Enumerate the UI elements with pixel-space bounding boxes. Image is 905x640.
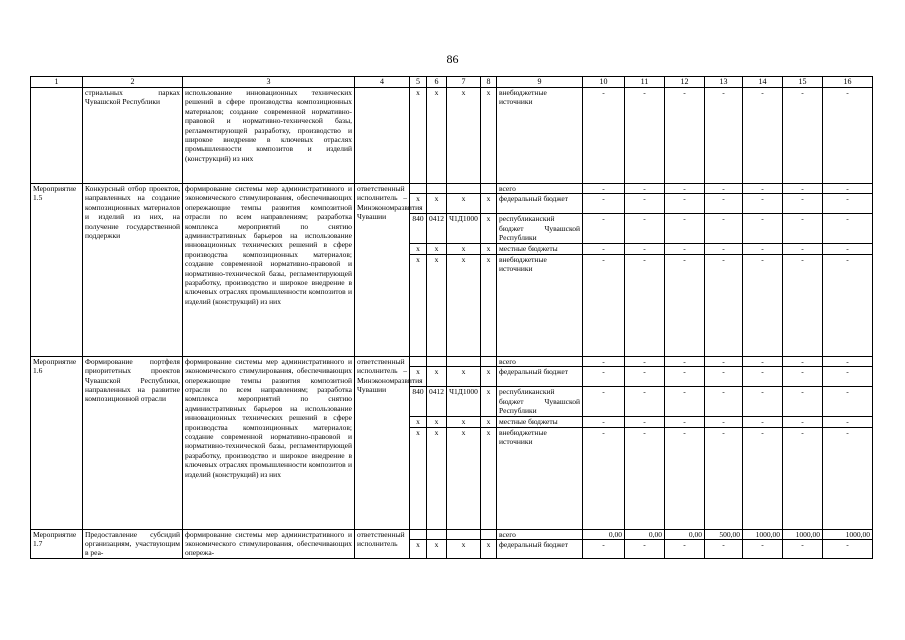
column-number: 14 — [743, 77, 783, 88]
amount-cell: - — [625, 88, 665, 184]
expense-code-cell: x — [481, 387, 497, 417]
funding-source-cell: местные бюджеты — [497, 244, 583, 254]
amount-cell: - — [783, 356, 823, 366]
amount-cell: - — [583, 184, 625, 194]
amount-cell: - — [823, 88, 873, 184]
amount-cell: - — [743, 184, 783, 194]
amount-cell: - — [583, 387, 625, 417]
column-number: 13 — [705, 77, 743, 88]
table-row — [31, 356, 873, 366]
section-code-cell — [427, 529, 447, 539]
activity-description-cell: формирование системы мер административного и экономического стимулирования, обеспечивающих опережающие темпы развития композитной отрасли по всем направлениям; разработка комплекса мероприятий по снятию административных барьеров на использование инновационных технических решений в сфере производства композиционных материалов; создание современной нормативно-правовой и нормативно-технической базы, регламентирующей разработку, производство и широкое внедрение в ключевых отраслях промышленности композитов и изделий (конструкций) из них — [183, 356, 355, 529]
funding-source-cell: федеральный бюджет — [497, 540, 583, 559]
target-code-cell: x — [447, 367, 481, 387]
amount-cell: - — [665, 427, 705, 529]
activity-description-cell: формирование системы мер административного и экономического стимулирования, обеспечивающих опережающие темпы развития композитной отрасли по всем направлениям; разработка комплекса мероприятий по снятию административных барьеров на использование инновационных технических решений в сфере производства композиционных материалов; создание современной нормативно-правовой и нормативно-технической базы, регламентирующей разработку, производство и широкое внедрение в ключевых отраслях промышленности композитов и изделий (конструкций) из них — [183, 184, 355, 357]
expense-code-cell: x — [481, 194, 497, 214]
target-code-cell: x — [447, 254, 481, 356]
activity-description-cell: формирование системы мер административного и экономического стимулирования, обеспечивающих опережа- — [183, 529, 355, 558]
amount-cell: - — [665, 540, 705, 559]
table-row — [31, 529, 873, 539]
budget-code-cell: x — [410, 244, 427, 254]
section-code-cell: x — [427, 194, 447, 214]
funding-source-cell: федеральный бюджет — [497, 194, 583, 214]
section-code-cell: x — [427, 427, 447, 529]
column-number: 2 — [83, 77, 183, 88]
amount-cell: 0,00 — [583, 529, 625, 539]
budget-code-cell: x — [410, 88, 427, 184]
amount-cell: - — [783, 417, 823, 427]
amount-cell: - — [783, 254, 823, 356]
expense-code-cell: x — [481, 417, 497, 427]
target-code-cell: x — [447, 540, 481, 559]
amount-cell: - — [665, 194, 705, 214]
amount-cell: - — [823, 356, 873, 366]
funding-source-cell: внебюджетные источники — [497, 254, 583, 356]
amount-cell: - — [583, 194, 625, 214]
amount-cell: - — [743, 194, 783, 214]
expense-code-cell: x — [481, 367, 497, 387]
amount-cell: - — [625, 367, 665, 387]
amount-cell: - — [583, 367, 625, 387]
amount-cell: - — [823, 184, 873, 194]
amount-cell: - — [823, 254, 873, 356]
column-number: 7 — [447, 77, 481, 88]
target-code-cell: Ч1Д1000 — [447, 387, 481, 417]
amount-cell: - — [783, 540, 823, 559]
budget-code-cell: x — [410, 254, 427, 356]
activity-description-cell: использование инновационных технических решений в сфере производства композиционных материалов; создание современной нормативно-правовой и нормативно-технической базы, регламентирующей разработку, производство и широкое внедрение в ключевых отраслях промышленности композитов и изделий (конструкций) из них — [183, 88, 355, 184]
amount-cell: - — [583, 427, 625, 529]
funding-source-cell: всего — [497, 529, 583, 539]
amount-cell: - — [783, 214, 823, 244]
amount-cell: - — [583, 356, 625, 366]
amount-cell: - — [823, 387, 873, 417]
amount-cell: - — [665, 88, 705, 184]
section-code-cell: x — [427, 417, 447, 427]
funding-source-cell: внебюджетные источники — [497, 427, 583, 529]
amount-cell: - — [665, 356, 705, 366]
activity-name-cell: стриальных парках Чувашской Республики — [83, 88, 183, 184]
column-number: 8 — [481, 77, 497, 88]
funding-source-cell: республиканский бюджет Чувашской Республики — [497, 214, 583, 244]
amount-cell: - — [583, 214, 625, 244]
target-code-cell — [447, 356, 481, 366]
target-code-cell: x — [447, 88, 481, 184]
amount-cell: - — [625, 184, 665, 194]
activity-id-cell: Мероприятие 1.6 — [31, 356, 83, 529]
activity-id-cell: Мероприятие 1.7 — [31, 529, 83, 558]
expense-code-cell: x — [481, 254, 497, 356]
amount-cell: - — [743, 244, 783, 254]
amount-cell: 0,00 — [625, 529, 665, 539]
amount-cell: - — [625, 244, 665, 254]
column-number: 5 — [410, 77, 427, 88]
amount-cell: - — [625, 194, 665, 214]
amount-cell: - — [743, 254, 783, 356]
amount-cell: 0,00 — [665, 529, 705, 539]
expense-code-cell — [481, 529, 497, 539]
amount-cell: - — [743, 417, 783, 427]
table-row — [31, 88, 873, 184]
amount-cell: - — [743, 367, 783, 387]
amount-cell: - — [823, 194, 873, 214]
amount-cell: - — [823, 417, 873, 427]
expense-code-cell: x — [481, 427, 497, 529]
section-code-cell: 0412 — [427, 387, 447, 417]
section-code-cell: x — [427, 367, 447, 387]
section-code-cell: x — [427, 540, 447, 559]
funding-source-cell: всего — [497, 356, 583, 366]
section-code-cell: x — [427, 88, 447, 184]
expense-code-cell: x — [481, 540, 497, 559]
column-number: 4 — [355, 77, 410, 88]
amount-cell: - — [743, 387, 783, 417]
column-number: 9 — [497, 77, 583, 88]
activity-id-cell — [31, 88, 83, 184]
budget-code-cell — [410, 356, 427, 366]
column-number: 1 — [31, 77, 83, 88]
amount-cell: - — [705, 417, 743, 427]
activity-name-cell: Формирование портфеля приоритетных проектов Чувашской Республики, направленных на развитие композиционной отрасли — [83, 356, 183, 529]
amount-cell: - — [705, 427, 743, 529]
amount-cell: - — [743, 214, 783, 244]
amount-cell: - — [823, 427, 873, 529]
column-number-row — [31, 77, 873, 88]
funding-source-cell: республиканский бюджет Чувашской Республики — [497, 387, 583, 417]
page-number: 86 — [446, 52, 459, 66]
section-code-cell: x — [427, 244, 447, 254]
amount-cell: - — [665, 254, 705, 356]
amount-cell: - — [625, 417, 665, 427]
amount-cell: 1000,00 — [783, 529, 823, 539]
amount-cell: - — [705, 356, 743, 366]
amount-cell: - — [705, 367, 743, 387]
amount-cell: - — [625, 356, 665, 366]
column-number: 15 — [783, 77, 823, 88]
column-number: 16 — [823, 77, 873, 88]
column-number: 11 — [625, 77, 665, 88]
amount-cell: - — [665, 244, 705, 254]
expense-code-cell: x — [481, 244, 497, 254]
target-code-cell: x — [447, 427, 481, 529]
section-code-cell — [427, 356, 447, 366]
amount-cell: - — [783, 244, 823, 254]
amount-cell: - — [705, 88, 743, 184]
amount-cell: - — [705, 254, 743, 356]
target-code-cell — [447, 184, 481, 194]
budget-code-cell: x — [410, 540, 427, 559]
budget-code-cell: x — [410, 427, 427, 529]
funding-source-cell: всего — [497, 184, 583, 194]
target-code-cell — [447, 529, 481, 539]
amount-cell: - — [705, 540, 743, 559]
amount-cell: - — [823, 244, 873, 254]
amount-cell: - — [783, 387, 823, 417]
funding-source-cell: местные бюджеты — [497, 417, 583, 427]
amount-cell: - — [583, 417, 625, 427]
section-code-cell: 0412 — [427, 214, 447, 244]
amount-cell: 1000,00 — [823, 529, 873, 539]
amount-cell: - — [705, 244, 743, 254]
amount-cell: - — [625, 254, 665, 356]
amount-cell: 500,00 — [705, 529, 743, 539]
amount-cell: - — [823, 540, 873, 559]
budget-code-cell: 840 — [410, 387, 427, 417]
budget-code-cell: 840 — [410, 214, 427, 244]
expense-code-cell: x — [481, 88, 497, 184]
amount-cell: 1000,00 — [743, 529, 783, 539]
expense-code-cell — [481, 356, 497, 366]
amount-cell: - — [743, 88, 783, 184]
amount-cell: - — [583, 244, 625, 254]
activity-name-cell: Предоставление субсидий организациям, участвующим в реа- — [83, 529, 183, 558]
amount-cell: - — [583, 540, 625, 559]
amount-cell: - — [625, 214, 665, 244]
amount-cell: - — [705, 194, 743, 214]
amount-cell: - — [743, 427, 783, 529]
section-code-cell: x — [427, 254, 447, 356]
amount-cell: - — [583, 88, 625, 184]
budget-code-cell: x — [410, 194, 427, 214]
table-row — [31, 184, 873, 194]
target-code-cell: x — [447, 417, 481, 427]
responsible-cell: ответственный исполнитель — [355, 529, 410, 558]
amount-cell: - — [705, 184, 743, 194]
amount-cell: - — [783, 88, 823, 184]
budget-code-cell — [410, 184, 427, 194]
column-number: 3 — [183, 77, 355, 88]
activity-name-cell: Конкурсный отбор проектов, направленных на создание композиционных материалов и изделий из них, на получение государственной поддержки — [83, 184, 183, 357]
program-table — [30, 76, 873, 559]
amount-cell: - — [665, 214, 705, 244]
amount-cell: - — [625, 387, 665, 417]
amount-cell: - — [583, 254, 625, 356]
amount-cell: - — [705, 214, 743, 244]
amount-cell: - — [665, 184, 705, 194]
amount-cell: - — [625, 540, 665, 559]
target-code-cell: Ч1Д1000 — [447, 214, 481, 244]
column-number: 6 — [427, 77, 447, 88]
amount-cell: - — [823, 214, 873, 244]
amount-cell: - — [665, 367, 705, 387]
responsible-cell — [355, 88, 410, 184]
column-number: 10 — [583, 77, 625, 88]
amount-cell: - — [783, 184, 823, 194]
funding-source-cell: внебюджетные источники — [497, 88, 583, 184]
amount-cell: - — [743, 356, 783, 366]
budget-code-cell: x — [410, 417, 427, 427]
amount-cell: - — [743, 540, 783, 559]
responsible-cell: ответственный исполнитель – Минэкономразвития Чувашии — [355, 184, 410, 357]
amount-cell: - — [783, 427, 823, 529]
target-code-cell: x — [447, 194, 481, 214]
amount-cell: - — [625, 427, 665, 529]
expense-code-cell: x — [481, 214, 497, 244]
budget-code-cell — [410, 529, 427, 539]
amount-cell: - — [665, 387, 705, 417]
activity-id-cell: Мероприятие 1.5 — [31, 184, 83, 357]
amount-cell: - — [783, 367, 823, 387]
amount-cell: - — [665, 417, 705, 427]
responsible-cell: ответственный исполнитель – Минэкономразвития Чувашии — [355, 356, 410, 529]
amount-cell: - — [823, 367, 873, 387]
amount-cell: - — [705, 387, 743, 417]
section-code-cell — [427, 184, 447, 194]
column-number: 12 — [665, 77, 705, 88]
amount-cell: - — [783, 194, 823, 214]
target-code-cell: x — [447, 244, 481, 254]
budget-code-cell: x — [410, 367, 427, 387]
funding-source-cell: федеральный бюджет — [497, 367, 583, 387]
expense-code-cell — [481, 184, 497, 194]
